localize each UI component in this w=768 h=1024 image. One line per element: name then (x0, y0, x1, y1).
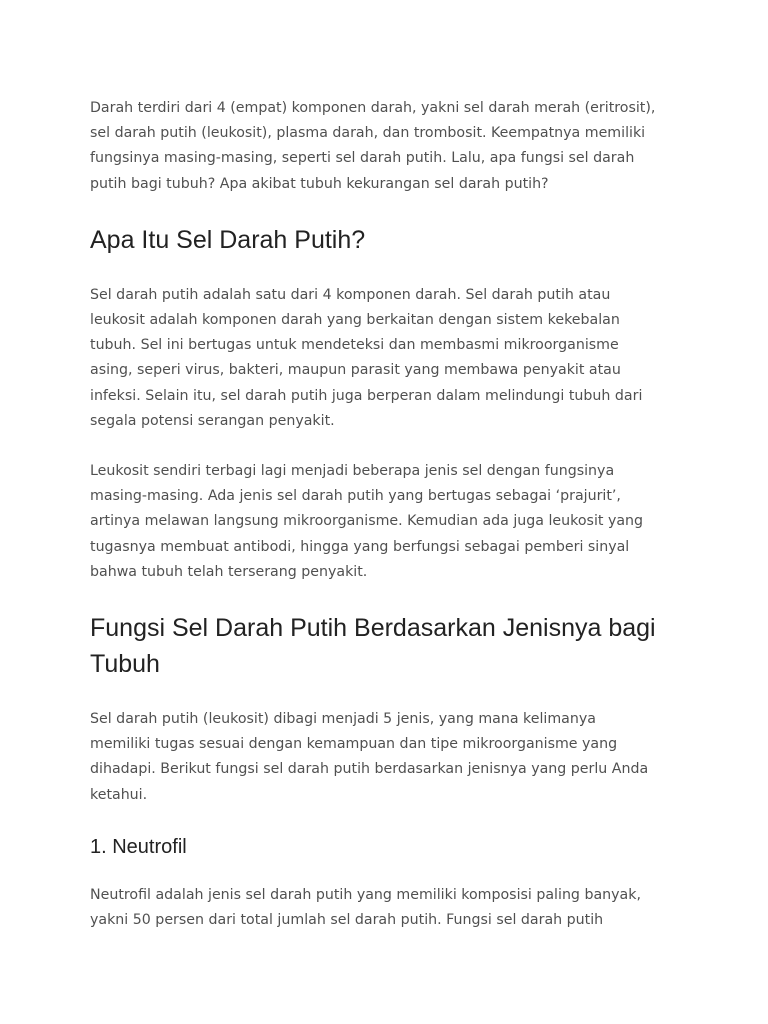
section3-paragraph-1 (90, 883, 700, 933)
heading-line: Tubuh (90, 650, 160, 679)
text-line: bahwa tubuh telah terserang penyakit. (90, 563, 368, 580)
text-line: memiliki tugas sesuai dengan kemampuan dan tipe mikroorganisme yang (90, 736, 618, 753)
section2-paragraph-1 (90, 707, 700, 808)
text-line: masing-masing. Ada jenis sel darah putih yang bertugas sebagai ‘prajurit’, (90, 488, 621, 505)
text-line: putih bagi tubuh? Apa akibat tubuh kekurangan sel darah putih? (90, 175, 549, 192)
heading-line: Fungsi Sel Darah Putih Berdasarkan Jenisnya bagi (90, 614, 656, 643)
text-line: Neutrofil adalah jenis sel darah putih yang memiliki komposisi paling banyak, (90, 886, 641, 903)
text-line: Sel darah putih (leukosit) dibagi menjadi 5 jenis, yang mana kelimanya (90, 711, 596, 728)
section-heading-fungsi (90, 610, 700, 682)
text-line: leukosit adalah komponen darah yang berkaitan dengan sistem kekebalan (90, 312, 620, 329)
article-body (90, 96, 700, 933)
text-line: infeksi. Selain itu, sel darah putih juga berperan dalam melindungi tubuh dari (90, 387, 643, 404)
text-line: asing, seperi virus, bakteri, maupun parasit yang membawa penyakit atau (90, 362, 621, 379)
intro-paragraph (90, 96, 700, 197)
text-line: fungsinya masing-masing, seperti sel darah putih. Lalu, apa fungsi sel darah (90, 150, 635, 167)
text-line: yakni 50 persen dari total jumlah sel darah putih. Fungsi sel darah putih (90, 912, 604, 929)
text-line: Darah terdiri dari 4 (empat) komponen darah, yakni sel darah merah (eritrosit), (90, 100, 656, 116)
text-line: artinya melawan langsung mikroorganisme. Kemudian ada juga leukosit yang (90, 513, 644, 530)
subheading-neutrofil: 1. Neutrofil (90, 835, 187, 858)
text-line: segala potensi serangan penyakit. (90, 412, 335, 429)
section-heading-apa-itu: Apa Itu Sel Darah Putih? (90, 225, 366, 254)
text-line: dihadapi. Berikut fungsi sel darah putih berdasarkan jenisnya yang perlu Anda (90, 761, 649, 778)
text-line: tubuh. Sel ini bertugas untuk mendeteksi dan membasmi mikroorganisme (90, 337, 619, 354)
section1-paragraph-2 (90, 459, 700, 585)
text-line: tugasnya membuat antibodi, hingga yang berfungsi sebagai pemberi sinyal (90, 538, 630, 555)
text-line: Sel darah putih adalah satu dari 4 komponen darah. Sel darah putih atau (90, 286, 611, 303)
section1-paragraph-1 (90, 283, 700, 434)
text-line: ketahui. (90, 786, 148, 803)
text-line: sel darah putih (leukosit), plasma darah, dan trombosit. Keempatnya memiliki (90, 125, 646, 142)
text-line: Leukosit sendiri terbagi lagi menjadi beberapa jenis sel dengan fungsinya (90, 463, 615, 480)
